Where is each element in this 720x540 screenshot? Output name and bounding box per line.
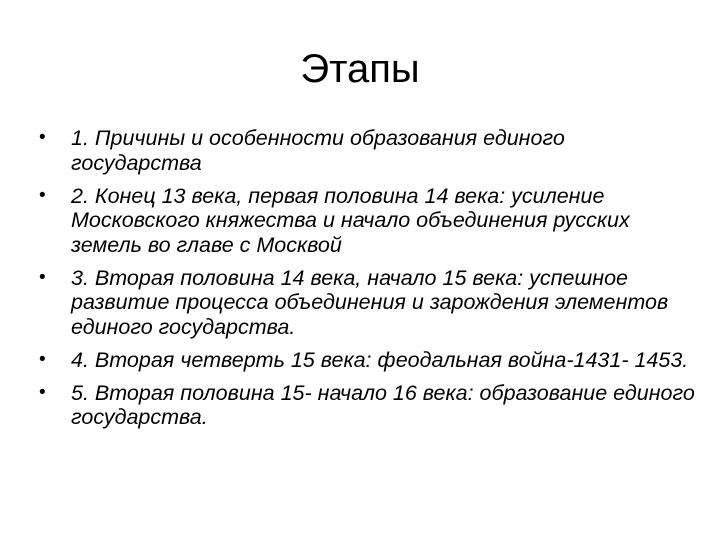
list-item-text: 3. Вторая половина 14 века, начало 15 века: успешное развитие процесса объединения и зарождения элементов единого государства. — [71, 265, 669, 339]
list-item-text: 5. Вторая половина 15- начало 16 века: образование единого государства. — [71, 380, 695, 429]
list-item — [36, 348, 696, 373]
list-item-text: 1. Причины и особенности образования единого государства — [71, 126, 565, 175]
bullet-icon: • — [39, 266, 46, 288]
list-item — [36, 184, 696, 258]
list-item — [36, 126, 696, 175]
bullet-icon: • — [39, 381, 46, 403]
list-item — [36, 381, 696, 430]
list-item-text: 4. Вторая четверть 15 века: феодальная война-1431- 1453. — [71, 347, 689, 372]
list-item-text: 2. Конец 13 века, первая половина 14 века: усиление Московского княжества и начало объединения русских земель во главе с Москвой — [71, 183, 630, 257]
bullet-icon: • — [39, 348, 46, 370]
bullet-icon: • — [39, 127, 46, 148]
list-item — [36, 266, 696, 340]
slide-title: Этапы — [300, 47, 420, 91]
bullet-list — [36, 126, 696, 438]
bullet-icon: • — [39, 184, 46, 206]
